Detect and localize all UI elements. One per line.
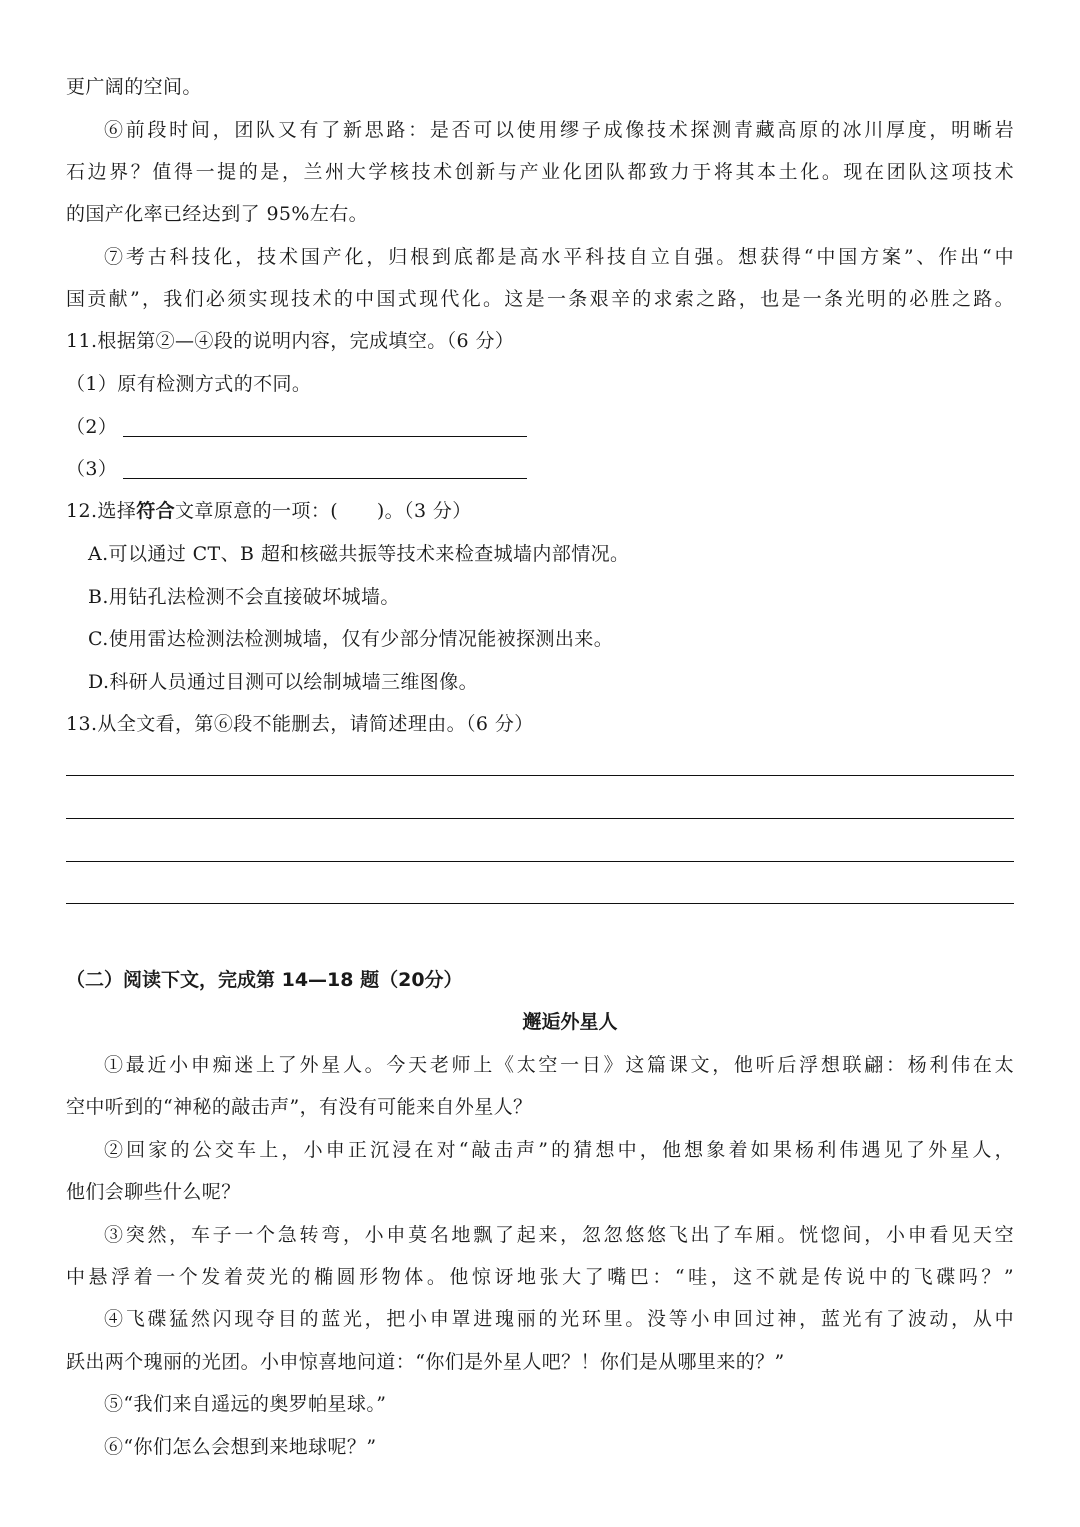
question-13-stem: 13.从全文看，第⑥段不能删去，请简述理由。（6 分） xyxy=(66,713,534,735)
story-paragraph-2-line-2: 他们会聊些什么呢？ xyxy=(66,1181,241,1203)
question-11-stem: 11.根据第②—④段的说明内容，完成填空。（6 分） xyxy=(66,330,515,352)
option-b: B.用钻孔法检测不会直接破坏城墙。 xyxy=(88,586,400,608)
answer-line-2[interactable] xyxy=(66,818,1014,819)
answer-blank-2[interactable] xyxy=(123,416,527,437)
paragraph-6-line-3: 的国产化率已经达到了 95%左右。 xyxy=(66,203,369,225)
paragraph-6-line-2: 石边界？值得一提的是，兰州大学核技术创新与产业化团队都致力于将其本土化。现在团队这项技术 xyxy=(66,161,1014,183)
question-12-stem xyxy=(66,498,472,524)
story-paragraph-4-line-2: 跃出两个瑰丽的光团。小申惊喜地问道：“你们是外星人吧？！你们是从哪里来的？” xyxy=(66,1351,785,1373)
story-paragraph-3-line-2: 中悬浮着一个发着荧光的椭圆形物体。他惊讶地张大了嘴巴：“哇，这不就是传说中的飞碟吗？” xyxy=(66,1266,1014,1288)
story-paragraph-2-line-1: ②回家的公交车上，小申正沉浸在对“敲击声”的猜想中，他想象着如果杨利伟遇见了外星人， xyxy=(104,1139,1014,1161)
story-paragraph-3-line-1: ③突然，车子一个急转弯，小申莫名地飘了起来，忽忽悠悠飞出了车厢。恍惚间，小申看见天空 xyxy=(104,1224,1014,1246)
story-paragraph-5: ⑤“我们来自遥远的奥罗帕星球。” xyxy=(104,1393,387,1415)
option-c: C.使用雷达检测法检测城墙，仅有少部分情况能被探测出来。 xyxy=(88,628,614,650)
q12-stem-pre: 12.选择 xyxy=(66,500,137,522)
option-a: A.可以通过 CT、B 超和核磁共振等技术来检查城墙内部情况。 xyxy=(88,543,630,565)
story-paragraph-6: ⑥“你们怎么会想到来地球呢？” xyxy=(104,1436,377,1458)
question-11-item-3 xyxy=(66,456,527,482)
paragraph-7-line-1: ⑦考古科技化，技术国产化，归根到底都是高水平科技自立自强。想获得“中国方案”、作出“中 xyxy=(104,246,1014,268)
answer-line-4[interactable] xyxy=(66,903,1014,904)
paragraph-7-line-2: 国贡献”，我们必须实现技术的中国式现代化。这是一条艰辛的求索之路，也是一条光明的必胜之路。 xyxy=(66,288,1014,310)
story-paragraph-1-line-1: ①最近小申痴迷上了外星人。今天老师上《太空一日》这篇课文，他听后浮想联翩：杨利伟在太 xyxy=(104,1054,1014,1076)
answer-line-3[interactable] xyxy=(66,861,1014,862)
answer-line-1[interactable] xyxy=(66,775,1014,776)
q12-stem-post: 文章原意的一项：( )。（3 分） xyxy=(175,500,472,522)
q12-stem-emphasis: 符合 xyxy=(136,500,176,522)
question-11-item-1: （1）原有检测方式的不同。 xyxy=(66,373,312,395)
question-11-item-2 xyxy=(66,414,527,440)
item-3-label: （3） xyxy=(66,458,118,480)
item-2-label: （2） xyxy=(66,416,118,438)
story-paragraph-4-line-1: ④飞碟猛然闪现夺目的蓝光，把小申罩进瑰丽的光环里。没等小申回过神，蓝光有了波动，从中 xyxy=(104,1308,1014,1330)
paragraph-6-line-1: ⑥前段时间，团队又有了新思路：是否可以使用缪子成像技术探测青藏高原的冰川厚度，明晰岩 xyxy=(104,119,1014,141)
paragraph-5-tail: 更广阔的空间。 xyxy=(66,76,202,98)
story-paragraph-1-line-2: 空中听到的“神秘的敲击声”，有没有可能来自外星人？ xyxy=(66,1096,533,1118)
story-title: 邂逅外星人 xyxy=(522,1011,618,1033)
answer-blank-3[interactable] xyxy=(123,458,527,479)
option-d: D.科研人员通过目测可以绘制城墙三维图像。 xyxy=(88,671,478,693)
section-2-heading: （二）阅读下文，完成第 14—18 题（20分） xyxy=(66,969,463,991)
